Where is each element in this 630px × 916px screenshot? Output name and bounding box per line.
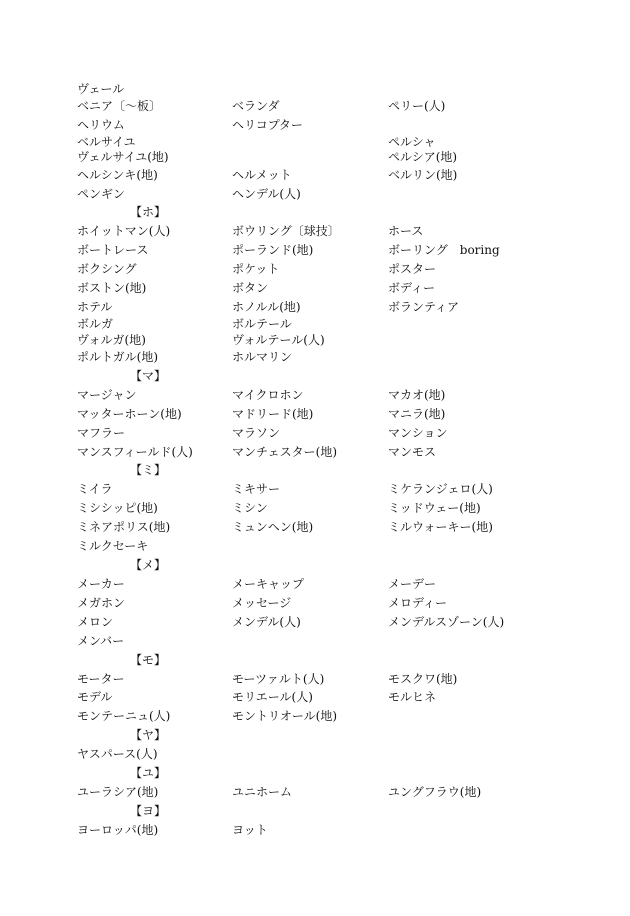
word-entry: マドリード(地) xyxy=(232,407,314,421)
section-heading-line xyxy=(0,652,630,668)
word-row xyxy=(0,223,630,239)
word-entry: マラソン xyxy=(232,426,281,440)
word-entry: モルヒネ xyxy=(388,690,437,704)
word-entry: マンション xyxy=(388,426,448,440)
word-entry: メッセージ xyxy=(232,596,292,610)
word-row xyxy=(0,444,630,460)
word-row xyxy=(0,784,630,800)
word-entry: ボルテール xyxy=(232,317,292,331)
word-row xyxy=(0,406,630,422)
word-entry: ホノルル(地) xyxy=(232,300,301,314)
word-row xyxy=(0,576,630,592)
word-row xyxy=(0,519,630,535)
section-heading: 【ヨ】 xyxy=(130,804,167,818)
word-entry: メロン xyxy=(77,615,114,629)
word-entry: ボタン xyxy=(232,281,269,295)
word-entry: メンデルスゾーン(人) xyxy=(388,615,505,629)
section-heading-line xyxy=(0,557,630,573)
word-entry: マンモス xyxy=(388,445,437,459)
word-row xyxy=(0,316,630,332)
word-row xyxy=(0,167,630,183)
word-row xyxy=(0,822,630,838)
word-entry: ベランダ xyxy=(232,99,280,113)
word-entry: メーデー xyxy=(388,577,437,591)
word-entry: ヨーロッパ(地) xyxy=(77,823,159,837)
word-entry: モリエール(人) xyxy=(232,690,313,704)
word-entry: ヨット xyxy=(232,823,268,837)
section-heading: 【ヤ】 xyxy=(130,728,167,742)
word-entry: マイクロホン xyxy=(232,388,304,402)
word-entry: ホルマリン xyxy=(232,350,293,364)
word-entry: マッターホーン(地) xyxy=(77,407,182,421)
word-entry: ミケランジェロ(人) xyxy=(388,482,493,496)
word-row xyxy=(0,614,630,630)
word-entry: ボウリング〔球技〕 xyxy=(232,224,340,238)
word-entry: メーキャップ xyxy=(232,577,305,591)
section-heading: 【マ】 xyxy=(130,369,167,383)
word-row xyxy=(0,81,630,97)
word-entry: ユニホーム xyxy=(232,785,293,799)
word-entry: ヘルメット xyxy=(232,168,292,182)
word-row xyxy=(0,425,630,441)
word-entry: ポルトガル(地) xyxy=(77,350,159,364)
section-heading-line xyxy=(0,368,630,384)
word-entry: ポスター xyxy=(388,262,437,276)
word-entry: ユングフラウ(地) xyxy=(388,785,482,799)
section-heading-line xyxy=(0,765,630,781)
word-entry: モーツァルト(人) xyxy=(232,672,325,686)
word-entry: ミシシッピ(地) xyxy=(77,501,158,515)
section-heading: 【ミ】 xyxy=(130,463,167,477)
word-entry: ヴォルガ(地) xyxy=(77,333,146,347)
section-heading-line xyxy=(0,462,630,478)
word-row xyxy=(0,149,630,165)
word-entry: ミキサー xyxy=(232,482,281,496)
word-entry: メンバー xyxy=(77,634,125,648)
word-entry: ペリー(人) xyxy=(388,99,446,113)
word-entry: ホテル xyxy=(77,300,113,314)
word-entry: マカオ(地) xyxy=(388,388,446,402)
section-heading: 【ユ】 xyxy=(130,766,167,780)
word-entry: ボクシング xyxy=(77,262,137,276)
word-row xyxy=(0,261,630,277)
word-entry: マンチェスター(地) xyxy=(232,445,338,459)
word-entry: モスクワ(地) xyxy=(388,672,458,686)
word-row xyxy=(0,633,630,649)
word-entry: ヴェルサイユ(地) xyxy=(77,150,169,164)
word-entry: ボランティア xyxy=(388,300,460,314)
word-entry: ボストン(地) xyxy=(77,281,147,295)
word-row xyxy=(0,500,630,516)
word-entry: ヴェール xyxy=(77,82,125,96)
word-entry: ホイットマン(人) xyxy=(77,224,171,238)
section-heading-line xyxy=(0,803,630,819)
section-heading: 【メ】 xyxy=(130,558,167,572)
word-entry: ヘリコプター xyxy=(232,118,303,132)
word-entry: ペンギン xyxy=(77,187,125,201)
word-row xyxy=(0,671,630,687)
word-entry: ポケット xyxy=(232,262,280,276)
word-row xyxy=(0,481,630,497)
word-row xyxy=(0,387,630,403)
word-entry: ベルサイユ xyxy=(77,135,136,149)
word-row xyxy=(0,280,630,296)
word-entry: モントリオール(地) xyxy=(232,709,338,723)
word-entry: ミイラ xyxy=(77,482,113,496)
word-entry: マニラ(地) xyxy=(388,407,446,421)
word-entry: ホース xyxy=(388,224,424,238)
word-entry: ヘンデル(人) xyxy=(232,187,301,201)
word-entry: ヘリウム xyxy=(77,118,125,132)
word-entry: ヤスパース(人) xyxy=(77,747,158,761)
word-entry: ミュンヘン(地) xyxy=(232,520,314,534)
section-heading-line xyxy=(0,204,630,220)
word-row xyxy=(0,349,630,365)
word-row xyxy=(0,595,630,611)
word-entry: メンデル(人) xyxy=(232,615,301,629)
word-entry: メーカー xyxy=(77,577,125,591)
word-row xyxy=(0,242,630,258)
word-row xyxy=(0,98,630,114)
word-entry: モーター xyxy=(77,672,125,686)
word-entry: ミルクセーキ xyxy=(77,539,149,553)
word-row xyxy=(0,134,630,150)
word-entry: ボーリング boring xyxy=(388,243,500,257)
word-row xyxy=(0,186,630,202)
word-entry: ミシン xyxy=(232,501,268,515)
word-row xyxy=(0,538,630,554)
word-entry: ユーラシア(地) xyxy=(77,785,159,799)
word-entry: マージャン xyxy=(77,388,137,402)
section-heading-line xyxy=(0,727,630,743)
word-entry: モデル xyxy=(77,690,113,704)
word-entry: メロディー xyxy=(388,596,448,610)
word-row xyxy=(0,689,630,705)
word-entry: ベルリン(地) xyxy=(388,168,458,182)
word-entry: マンスフィールド(人) xyxy=(77,445,193,459)
word-entry: ヘルシンキ(地) xyxy=(77,168,158,182)
word-entry: ポーランド(地) xyxy=(232,243,314,257)
word-entry: ミッドウェー(地) xyxy=(388,501,481,515)
word-entry: ベニア〔～板〕 xyxy=(77,99,162,113)
word-row xyxy=(0,299,630,315)
word-entry: ヴォルテール(人) xyxy=(232,333,325,347)
word-entry: モンテーニュ(人) xyxy=(77,709,171,723)
word-row xyxy=(0,332,630,348)
word-entry: ミネアポリス(地) xyxy=(77,520,171,534)
word-entry: ペルシャ xyxy=(388,135,436,149)
section-heading: 【ホ】 xyxy=(130,205,167,219)
word-entry: ミルウォーキー(地) xyxy=(388,520,493,534)
word-entry: ボルガ xyxy=(77,317,114,331)
section-heading: 【モ】 xyxy=(130,653,167,667)
word-row xyxy=(0,708,630,724)
word-row xyxy=(0,117,630,133)
word-row xyxy=(0,746,630,762)
word-entry: ペルシア(地) xyxy=(388,150,458,164)
word-entry: ボートレース xyxy=(77,243,149,257)
word-entry: ボディー xyxy=(388,281,436,295)
word-entry: マフラー xyxy=(77,426,126,440)
word-entry: メガホン xyxy=(77,596,126,610)
